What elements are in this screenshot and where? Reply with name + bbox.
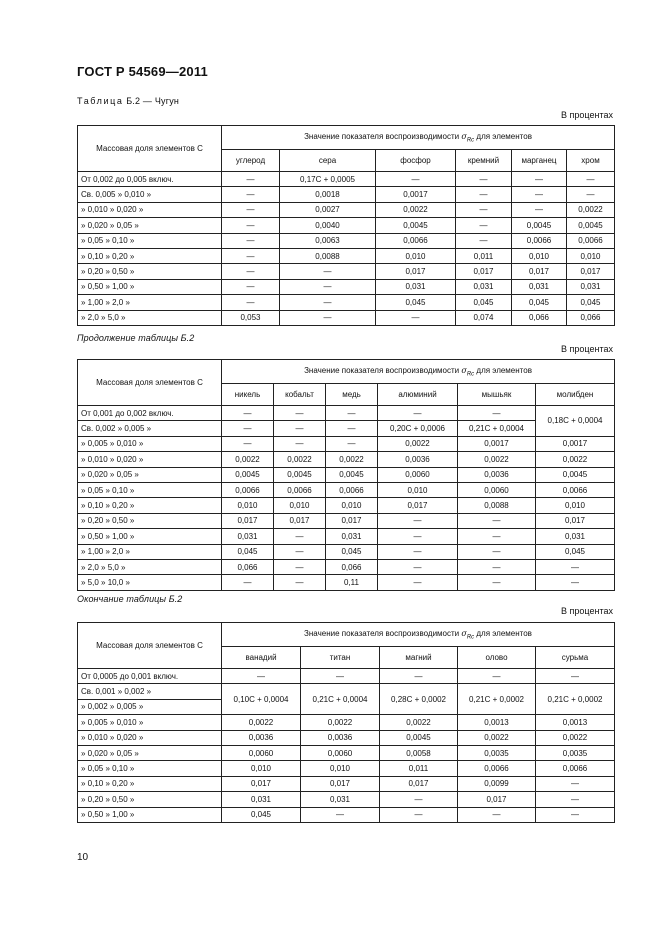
- table-row: [78, 482, 615, 497]
- table-cell: 0,0022: [536, 730, 615, 745]
- table-cell: —: [280, 279, 376, 294]
- merged-cell: 0,10С + 0,0004: [222, 684, 301, 715]
- table-cell: 0,017: [458, 792, 536, 807]
- table-cell: —: [512, 172, 567, 187]
- column-header: медь: [326, 384, 378, 406]
- table-row: [78, 295, 615, 310]
- table-cell: —: [378, 529, 458, 544]
- column-header: фосфор: [376, 150, 456, 172]
- table-cell: —: [326, 406, 378, 421]
- sigma-symbol: σ: [461, 365, 467, 375]
- table-row: [78, 452, 615, 467]
- table-cell: 0,0045: [222, 467, 274, 482]
- row-label: » 0,010 » 0,020 »: [78, 730, 222, 745]
- table-cell: 0,0036: [458, 467, 536, 482]
- table-cell: 0,031: [536, 529, 615, 544]
- table-cell: —: [376, 310, 456, 325]
- table-row: [78, 559, 615, 574]
- table-row: [78, 421, 615, 436]
- table-cell: —: [222, 218, 280, 233]
- table-cell: 0,0045: [567, 218, 615, 233]
- table-cell: 0,053: [222, 310, 280, 325]
- row-label: » 0,010 » 0,020 »: [78, 452, 222, 467]
- page-number: 10: [77, 852, 89, 863]
- table-cell: 0,0018: [280, 187, 376, 202]
- table-cell: 0,0017: [458, 436, 536, 451]
- table-cell: 0,017: [456, 264, 512, 279]
- table-cell: —: [274, 559, 326, 574]
- row-label: » 1,00 » 2,0 »: [78, 544, 222, 559]
- column-header: молибден: [536, 384, 615, 406]
- table-cell: —: [458, 544, 536, 559]
- table-cell: 0,045: [222, 544, 274, 559]
- table-cell: —: [301, 669, 380, 684]
- table-row: [78, 684, 615, 699]
- table-cell: 0,0066: [512, 233, 567, 248]
- table-cell: 0,0040: [280, 218, 376, 233]
- table-cell: 0,031: [512, 279, 567, 294]
- row-label: » 0,50 » 1,00 »: [78, 807, 222, 822]
- table-cell: —: [222, 202, 280, 217]
- column-header: сурьма: [536, 647, 615, 669]
- table-cell: 0,011: [456, 248, 512, 263]
- table-row: [78, 513, 615, 528]
- table-cell: 0,0045: [376, 218, 456, 233]
- table-cell: 0,010: [301, 761, 380, 776]
- table-row: [78, 187, 615, 202]
- table-cell: 0,0045: [274, 467, 326, 482]
- table-cell: 0,0066: [536, 761, 615, 776]
- table2: [77, 359, 615, 591]
- value-header-suffix: для элементов: [474, 628, 532, 638]
- table-cell: 0,017: [326, 513, 378, 528]
- table-cell: 0,0045: [536, 467, 615, 482]
- table-row: [78, 745, 615, 760]
- column-header: сера: [280, 150, 376, 172]
- table-cell: 0,010: [222, 761, 301, 776]
- table-cell: 0,0022: [536, 452, 615, 467]
- table-cell: 0,0066: [222, 482, 274, 497]
- row-label: » 0,020 » 0,05 »: [78, 218, 222, 233]
- table-cell: 0,11: [326, 575, 378, 590]
- table-cell: 0,0022: [301, 715, 380, 730]
- row-label-header: Массовая доля элементов С: [78, 360, 222, 406]
- sigma-subscript: Rc: [466, 634, 475, 641]
- table-cell: —: [378, 544, 458, 559]
- row-label: » 0,20 » 0,50 »: [78, 264, 222, 279]
- value-header-prefix: Значение показателя воспроизводимости: [304, 365, 462, 375]
- table-cell: 0,0022: [326, 452, 378, 467]
- table-cell: 0,066: [326, 559, 378, 574]
- table-cell: 0,066: [222, 559, 274, 574]
- table-cell: 0,066: [567, 310, 615, 325]
- column-header: кремний: [456, 150, 512, 172]
- table-cell: 0,010: [536, 498, 615, 513]
- value-header-suffix: для элементов: [474, 131, 532, 141]
- value-header-prefix: Значение показателя воспроизводимости: [304, 628, 462, 638]
- table-cell: 0,017: [222, 776, 301, 791]
- table-row: [78, 792, 615, 807]
- table-cell: 0,010: [376, 248, 456, 263]
- sigma-symbol: σ: [461, 131, 467, 141]
- value-header-prefix: Значение показателя воспроизводимости: [304, 131, 462, 141]
- table-cell: 0,0045: [380, 730, 458, 745]
- table-cell: —: [458, 513, 536, 528]
- table-cell: 0,0060: [222, 745, 301, 760]
- table3: [77, 622, 615, 823]
- table-cell: 0,045: [512, 295, 567, 310]
- table-cell: 0,010: [378, 482, 458, 497]
- table-row: [78, 233, 615, 248]
- table-cell: —: [378, 513, 458, 528]
- row-label: » 0,20 » 0,50 »: [78, 792, 222, 807]
- table-cell: —: [536, 575, 615, 590]
- row-label: » 0,05 » 0,10 »: [78, 482, 222, 497]
- table-cell: 0,017: [274, 513, 326, 528]
- table-cell: —: [274, 421, 326, 436]
- table-cell: 0,045: [456, 295, 512, 310]
- table1-caption-word: Таблица: [77, 96, 124, 106]
- table-cell: 0,0058: [380, 745, 458, 760]
- table-cell: —: [567, 172, 615, 187]
- table-cell: —: [380, 807, 458, 822]
- table-cell: 0,0013: [536, 715, 615, 730]
- row-label: » 0,005 » 0,010 »: [78, 436, 222, 451]
- table-cell: —: [458, 807, 536, 822]
- column-header: титан: [301, 647, 380, 669]
- row-label: » 0,10 » 0,20 »: [78, 776, 222, 791]
- table-cell: 0,0013: [458, 715, 536, 730]
- table-cell: 0,0022: [380, 715, 458, 730]
- table-cell: 0,010: [512, 248, 567, 263]
- sigma-subscript: Rc: [466, 371, 475, 378]
- table-row: [78, 715, 615, 730]
- table-cell: 0,017: [222, 513, 274, 528]
- row-label: » 0,20 » 0,50 »: [78, 513, 222, 528]
- table-cell: 0,010: [567, 248, 615, 263]
- row-label-header: Массовая доля элементов С: [78, 623, 222, 669]
- table-row: [78, 467, 615, 482]
- table-cell: 0,0017: [536, 436, 615, 451]
- table-cell: 0,0066: [326, 482, 378, 497]
- table-cell: —: [456, 233, 512, 248]
- table-cell: —: [274, 406, 326, 421]
- table-cell: 0,20С + 0,0006: [378, 421, 458, 436]
- table-cell: —: [456, 218, 512, 233]
- table-row: [78, 529, 615, 544]
- column-header: марганец: [512, 150, 567, 172]
- table-cell: 0,0017: [376, 187, 456, 202]
- row-label: » 2,0 » 5,0 »: [78, 559, 222, 574]
- value-header-suffix: для элементов: [474, 365, 532, 375]
- table1-caption-rest: Б.2 — Чугун: [123, 96, 180, 106]
- table-cell: 0,0045: [326, 467, 378, 482]
- table-cell: —: [378, 559, 458, 574]
- row-label: От 0,001 до 0,002 включ.: [78, 406, 222, 421]
- table-cell: 0,010: [326, 498, 378, 513]
- table-cell: 0,045: [326, 544, 378, 559]
- table-row: [78, 761, 615, 776]
- table-cell: —: [222, 421, 274, 436]
- row-label: Св. 0,001 » 0,002 »: [78, 684, 222, 699]
- table-cell: —: [222, 279, 280, 294]
- table2-caption: Продолжение таблицы Б.2: [77, 333, 195, 343]
- value-header: [222, 623, 615, 647]
- table-cell: 0,0066: [458, 761, 536, 776]
- table-cell: 0,031: [222, 792, 301, 807]
- column-header: магний: [380, 647, 458, 669]
- table-cell: 0,045: [536, 544, 615, 559]
- table-cell: 0,031: [222, 529, 274, 544]
- table-cell: 0,0022: [222, 715, 301, 730]
- table-cell: 0,0066: [536, 482, 615, 497]
- table-row: [78, 776, 615, 791]
- table-cell: —: [222, 233, 280, 248]
- table-cell: —: [274, 436, 326, 451]
- merged-cell: 0,21С + 0,0002: [458, 684, 536, 715]
- table-cell: 0,031: [376, 279, 456, 294]
- table-cell: 0,0036: [301, 730, 380, 745]
- table-cell: 0,0060: [458, 482, 536, 497]
- table1: [77, 125, 615, 326]
- table-cell: 0,066: [512, 310, 567, 325]
- table-cell: 0,017: [567, 264, 615, 279]
- table-cell: —: [222, 187, 280, 202]
- table-row: [78, 730, 615, 745]
- row-label: » 1,00 » 2,0 »: [78, 295, 222, 310]
- table-cell: —: [458, 669, 536, 684]
- table-cell: —: [222, 172, 280, 187]
- table-cell: 0,011: [380, 761, 458, 776]
- table3-unit: В процентах: [561, 606, 613, 616]
- table-cell: 0,0045: [512, 218, 567, 233]
- row-label: » 5,0 » 10,0 »: [78, 575, 222, 590]
- sigma-subscript: Rc: [466, 137, 475, 144]
- column-header: мышьяк: [458, 384, 536, 406]
- table-row: [78, 406, 615, 421]
- row-label: » 0,05 » 0,10 »: [78, 233, 222, 248]
- table-cell: —: [512, 187, 567, 202]
- table-cell: 0,0060: [301, 745, 380, 760]
- table-row: [78, 248, 615, 263]
- table-cell: 0,045: [222, 807, 301, 822]
- table-cell: —: [458, 559, 536, 574]
- merged-cell: 0,21С + 0,0002: [536, 684, 615, 715]
- value-header: [222, 126, 615, 150]
- table-row: [78, 202, 615, 217]
- row-label: » 0,05 » 0,10 »: [78, 761, 222, 776]
- table1-caption: [77, 96, 179, 106]
- table-cell: 0,0036: [222, 730, 301, 745]
- row-label: » 0,005 » 0,010 »: [78, 715, 222, 730]
- table-cell: —: [536, 792, 615, 807]
- table-cell: 0,031: [301, 792, 380, 807]
- row-label: » 0,010 » 0,020 »: [78, 202, 222, 217]
- row-label: » 0,10 » 0,20 »: [78, 248, 222, 263]
- row-label: » 0,020 » 0,05 »: [78, 745, 222, 760]
- table-cell: —: [301, 807, 380, 822]
- row-label: » 0,50 » 1,00 »: [78, 279, 222, 294]
- table-cell: 0,0099: [458, 776, 536, 791]
- table-cell: 0,0060: [378, 467, 458, 482]
- row-label: Св. 0,002 » 0,005 »: [78, 421, 222, 436]
- table-cell: 0,0063: [280, 233, 376, 248]
- table-cell: 0,0022: [458, 730, 536, 745]
- table-cell: —: [326, 421, 378, 436]
- table-cell: 0,017: [512, 264, 567, 279]
- table3-caption: Окончание таблицы Б.2: [77, 594, 183, 604]
- table-row: [78, 436, 615, 451]
- column-header: алюминий: [378, 384, 458, 406]
- row-label: От 0,002 до 0,005 включ.: [78, 172, 222, 187]
- row-label: » 2,0 » 5,0 »: [78, 310, 222, 325]
- table-cell: 0,017: [376, 264, 456, 279]
- table-cell: —: [222, 436, 274, 451]
- row-label: Св. 0,005 » 0,010 »: [78, 187, 222, 202]
- column-header: кобальт: [274, 384, 326, 406]
- table-cell: 0,0036: [378, 452, 458, 467]
- table-cell: —: [536, 776, 615, 791]
- table-cell: —: [536, 807, 615, 822]
- table-cell: —: [376, 172, 456, 187]
- row-label-header: Массовая доля элементов С: [78, 126, 222, 172]
- table-cell: 0,0035: [536, 745, 615, 760]
- table-row: [78, 310, 615, 325]
- row-label: » 0,002 » 0,005 »: [78, 699, 222, 714]
- table-cell: —: [222, 295, 280, 310]
- table-row: [78, 172, 615, 187]
- table-cell: 0,0088: [458, 498, 536, 513]
- table-cell: —: [380, 792, 458, 807]
- table-cell: —: [458, 575, 536, 590]
- table-cell: 0,045: [376, 295, 456, 310]
- row-label: » 0,50 » 1,00 »: [78, 529, 222, 544]
- table-cell: 0,0022: [274, 452, 326, 467]
- table-cell: —: [458, 406, 536, 421]
- table-row: [78, 279, 615, 294]
- table-cell: 0,017: [301, 776, 380, 791]
- table-cell: —: [222, 248, 280, 263]
- table-cell: —: [456, 187, 512, 202]
- table-cell: —: [222, 575, 274, 590]
- row-label: От 0,0005 до 0,001 включ.: [78, 669, 222, 684]
- table-cell: 0,074: [456, 310, 512, 325]
- column-header: углерод: [222, 150, 280, 172]
- table-cell: 0,0066: [376, 233, 456, 248]
- table-cell: —: [458, 529, 536, 544]
- table-cell: —: [378, 406, 458, 421]
- table-cell: —: [536, 559, 615, 574]
- merged-cell: 0,28С + 0,0002: [380, 684, 458, 715]
- table-cell: 0,045: [567, 295, 615, 310]
- column-header: никель: [222, 384, 274, 406]
- table-cell: —: [326, 436, 378, 451]
- table-cell: 0,010: [274, 498, 326, 513]
- table-cell: 0,031: [456, 279, 512, 294]
- table-cell: 0,0022: [376, 202, 456, 217]
- table-cell: —: [222, 264, 280, 279]
- table-row: [78, 669, 615, 684]
- table-cell: —: [222, 669, 301, 684]
- table-cell: 0,0035: [458, 745, 536, 760]
- table-row: [78, 264, 615, 279]
- table-cell: —: [274, 529, 326, 544]
- table-row: [78, 218, 615, 233]
- merged-cell: 0,18С + 0,0004: [536, 406, 615, 437]
- document-title: ГОСТ Р 54569—2011: [77, 64, 208, 79]
- table-cell: 0,031: [567, 279, 615, 294]
- table-cell: 0,031: [326, 529, 378, 544]
- sigma-symbol: σ: [461, 628, 467, 638]
- table-cell: 0,0066: [567, 233, 615, 248]
- table-cell: —: [280, 310, 376, 325]
- table-cell: —: [274, 575, 326, 590]
- table1-unit: В процентах: [561, 110, 613, 120]
- table-cell: 0,017: [536, 513, 615, 528]
- table-cell: —: [378, 575, 458, 590]
- column-header: ванадий: [222, 647, 301, 669]
- table-cell: 0,0022: [458, 452, 536, 467]
- table-cell: 0,0022: [378, 436, 458, 451]
- table-cell: 0,0088: [280, 248, 376, 263]
- table-cell: —: [380, 669, 458, 684]
- table-cell: 0,21С + 0,0004: [458, 421, 536, 436]
- table-cell: —: [280, 295, 376, 310]
- table-cell: 0,017: [378, 498, 458, 513]
- column-header: хром: [567, 150, 615, 172]
- table-row: [78, 498, 615, 513]
- table-cell: —: [456, 202, 512, 217]
- table-cell: —: [280, 264, 376, 279]
- table-cell: 0,17С + 0,0005: [280, 172, 376, 187]
- table-cell: 0,0022: [567, 202, 615, 217]
- table-cell: —: [567, 187, 615, 202]
- table-cell: 0,0022: [222, 452, 274, 467]
- row-label: » 0,10 » 0,20 »: [78, 498, 222, 513]
- table2-unit: В процентах: [561, 344, 613, 354]
- table-cell: —: [456, 172, 512, 187]
- table-cell: —: [536, 669, 615, 684]
- table-cell: 0,0027: [280, 202, 376, 217]
- table-cell: —: [274, 544, 326, 559]
- column-header: олово: [458, 647, 536, 669]
- table-cell: —: [222, 406, 274, 421]
- table-cell: 0,017: [380, 776, 458, 791]
- table-cell: 0,010: [222, 498, 274, 513]
- table-cell: 0,0066: [274, 482, 326, 497]
- table-row: [78, 575, 615, 590]
- table-cell: —: [512, 202, 567, 217]
- table-row: [78, 807, 615, 822]
- row-label: » 0,020 » 0,05 »: [78, 467, 222, 482]
- merged-cell: 0,21С + 0,0004: [301, 684, 380, 715]
- table-row: [78, 544, 615, 559]
- value-header: [222, 360, 615, 384]
